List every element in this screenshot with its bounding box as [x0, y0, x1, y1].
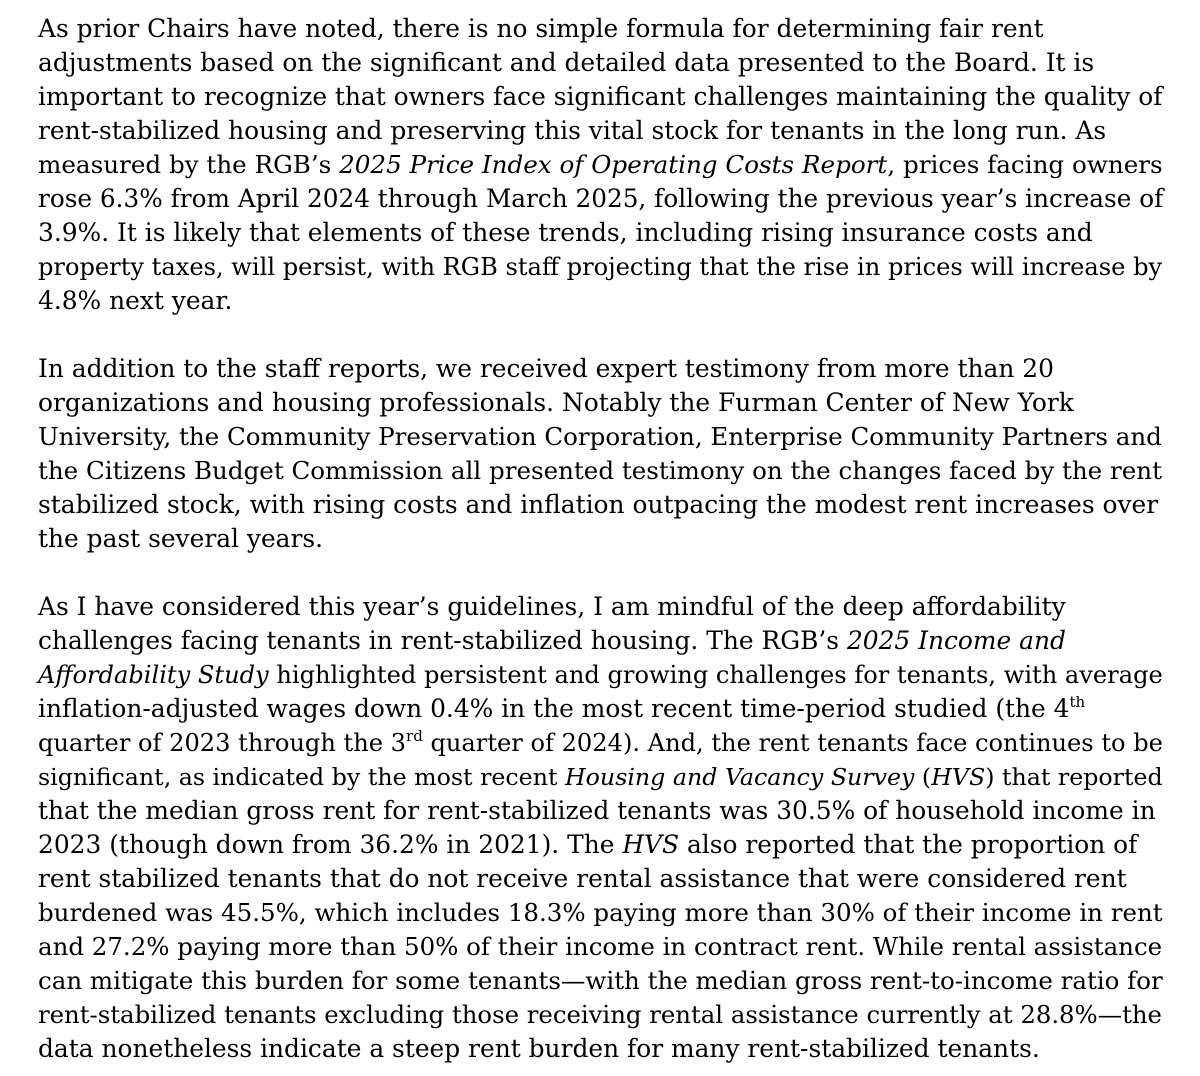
text-line	[38, 250, 1168, 284]
paragraph-3	[38, 590, 1168, 1066]
text-line	[38, 420, 1168, 454]
text-run: adjustments based on the significant and detailed data presented to the Board. It is	[38, 48, 1095, 77]
text-line	[38, 930, 1168, 964]
text-run: the past several years.	[38, 524, 324, 553]
text-line	[38, 182, 1168, 216]
text-line	[38, 386, 1168, 420]
text-run: organizations and housing professionals. Notably the Furman Center of New York	[38, 388, 1074, 417]
text-line	[38, 454, 1168, 488]
paragraph-spacer	[38, 556, 1168, 590]
text-line	[38, 148, 1168, 182]
text-run: important to recognize that owners face significant challenges maintaining the quality of	[38, 82, 1163, 111]
text-line	[38, 862, 1168, 896]
text-run: inflation-adjusted wages down 0.4% in the most recent time-period studied (the 4	[38, 694, 1070, 723]
text-run: rose 6.3% from April 2024 through March 2025, following the previous year’s increase of	[38, 184, 1164, 213]
text-run: that the median gross rent for rent-stabilized tenants was 30.5% of household income in	[38, 796, 1156, 825]
text-run: also reported that the proportion of	[679, 830, 1138, 859]
text-run: and 27.2% paying more than 50% of their income in contract rent. While rental assistance	[38, 932, 1163, 961]
italic-text: HVS	[622, 830, 680, 859]
text-line	[38, 760, 1168, 794]
text-line	[38, 624, 1168, 658]
text-line	[38, 488, 1168, 522]
text-run: 4.8% next year.	[38, 286, 233, 315]
paragraph-spacer	[38, 318, 1168, 352]
text-run: significant, as indicated by the most recent	[38, 763, 566, 791]
text-run: ) that reported	[985, 763, 1163, 791]
paragraph-1	[38, 12, 1168, 318]
paragraph-2	[38, 352, 1168, 556]
text-line	[38, 692, 1168, 726]
text-line	[38, 896, 1168, 930]
text-line	[38, 1032, 1168, 1066]
text-run: quarter of 2024). And, the rent tenants face continues to be	[422, 729, 1163, 757]
italic-text: 2025 Income and	[846, 626, 1066, 655]
text-line	[38, 726, 1168, 760]
text-run: property taxes, will persist, with RGB staff projecting that the rise in prices will increase by	[38, 253, 1163, 281]
text-run: As prior Chairs have noted, there is no simple formula for determining fair rent	[38, 14, 1044, 43]
text-run: In addition to the staff reports, we received expert testimony from more than 20	[38, 354, 1054, 383]
text-line	[38, 658, 1168, 692]
text-run: (	[914, 763, 932, 791]
text-line	[38, 80, 1168, 114]
text-run: University, the Community Preservation Corporation, Enterprise Community Partners and	[38, 422, 1162, 451]
italic-text: HVS	[931, 763, 986, 791]
text-line	[38, 46, 1168, 80]
text-run: 3.9%. It is likely that elements of these trends, including rising insurance costs and	[38, 218, 1093, 247]
text-line	[38, 352, 1168, 386]
text-run: rent stabilized tenants that do not receive rental assistance that were considered rent	[38, 864, 1127, 893]
text-line	[38, 828, 1168, 862]
text-run: can mitigate this burden for some tenants—with the median gross rent-to-income ratio for	[38, 966, 1163, 995]
text-line	[38, 284, 1168, 318]
text-run: measured by the RGB’s	[38, 150, 340, 179]
italic-text: Housing and Vacancy Survey	[565, 763, 915, 791]
text-run: highlighted persistent and growing challenges for tenants, with average	[268, 661, 1163, 689]
text-line	[38, 794, 1168, 828]
text-line	[38, 12, 1168, 46]
italic-text: 2025 Price Index of Operating Costs Report	[339, 150, 888, 179]
text-line	[38, 590, 1168, 624]
text-line	[38, 522, 1168, 556]
text-run: , prices facing owners	[887, 150, 1163, 179]
text-run: burdened was 45.5%, which includes 18.3% paying more than 30% of their income in rent	[38, 898, 1163, 927]
text-line	[38, 964, 1168, 998]
text-run: quarter of 2023 through the 3	[38, 729, 407, 757]
text-run: 2023 (though down from 36.2% in 2021). The	[38, 830, 623, 859]
text-run: stabilized stock, with rising costs and inflation outpacing the modest rent increases over	[38, 490, 1159, 519]
text-line	[38, 998, 1168, 1032]
text-run: the Citizens Budget Commission all presented testimony on the changes faced by the rent	[38, 456, 1162, 485]
text-line	[38, 114, 1168, 148]
text-line	[38, 216, 1168, 250]
superscript: rd	[406, 727, 423, 745]
italic-text: Affordability Study	[38, 661, 269, 689]
text-run: As I have considered this year’s guidelines, I am mindful of the deep affordability	[38, 592, 1066, 621]
text-run: rent-stabilized tenants excluding those receiving rental assistance currently at 28.8%—the	[38, 1000, 1162, 1029]
document-page	[38, 12, 1168, 1066]
text-run: data nonetheless indicate a steep rent burden for many rent-stabilized tenants.	[38, 1034, 1040, 1063]
superscript: th	[1069, 693, 1086, 711]
text-run: challenges facing tenants in rent-stabilized housing. The RGB’s	[38, 626, 847, 655]
text-run: rent-stabilized housing and preserving this vital stock for tenants in the long run. As	[38, 116, 1107, 145]
